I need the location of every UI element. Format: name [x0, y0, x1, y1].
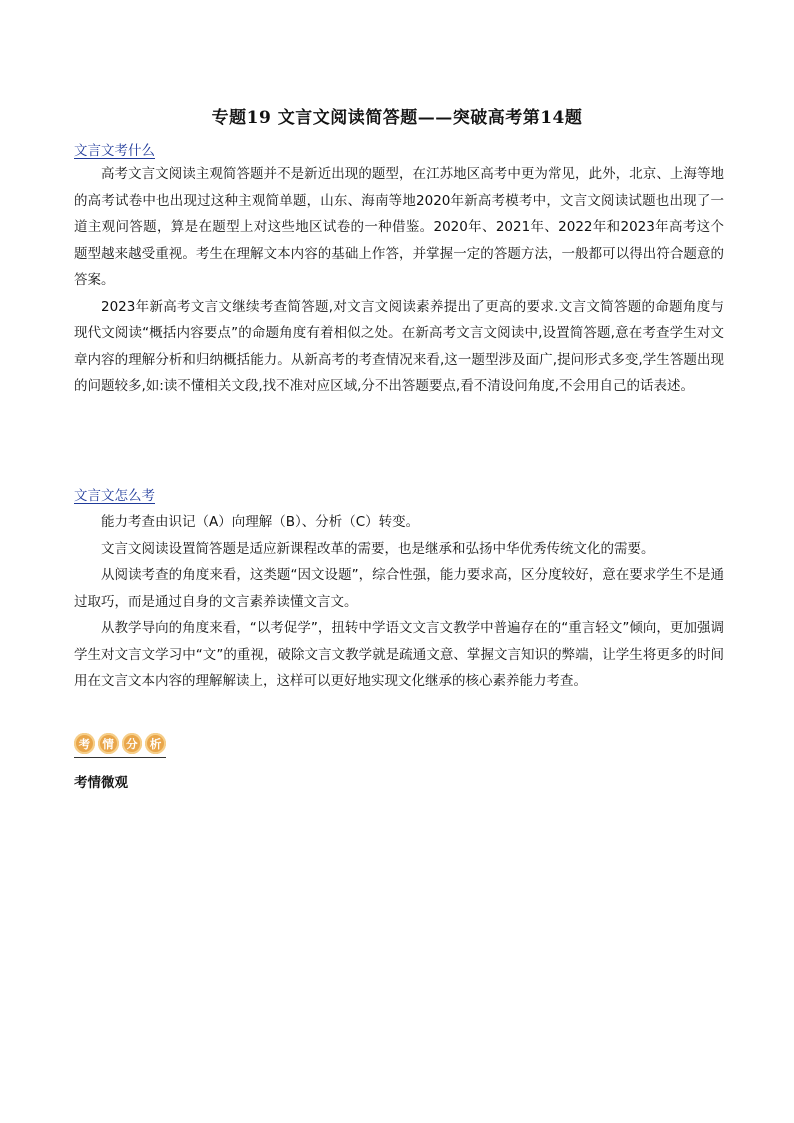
paragraph: 从阅读考查的角度来看，这类题“因文设题”，综合性强，能力要求高，区分度较好，意在要求学生不是通过取巧，而是通过自身的文言素养读懂文言文。	[74, 567, 724, 610]
section-heading-exam-micro-view: 考情微观	[74, 775, 128, 791]
badge-char: 析	[145, 733, 166, 754]
badge-char: 分	[122, 733, 143, 754]
paragraph: 文言文阅读设置简答题是适应新课程改革的需要，也是继承和弘扬中华优秀传统文化的需要。	[101, 540, 655, 557]
badge-bubbles	[74, 733, 166, 754]
section-body-what-is-tested	[74, 161, 724, 400]
document-title: 专题19 文言文阅读简答题——突破高考第14题	[211, 108, 583, 128]
paragraph: 2023年新高考文言文继续考查简答题,对文言文阅读素养提出了更高的要求.文言文简答题的命题角度与现代文阅读“概括内容要点”的命题角度有着相似之处。在新高考文言文阅读中,设置简答题,意在考查学生对文章内容的理解分析和归纳概括能力。从新高考的考查情况来看,这一题型涉及面广,提问形式多变,学生答题出现的问题较多,如:读不懂相关文段,找不准对应区域,分不出答题要点,看不清设问角度,不会用自己的话表述。	[74, 298, 724, 394]
exam-analysis-badge	[74, 733, 166, 758]
badge-char: 考	[74, 733, 95, 754]
badge-char: 情	[98, 733, 119, 754]
section-body-how-is-tested	[74, 509, 724, 695]
badge-underline	[74, 757, 166, 758]
paragraph: 从教学导向的角度来看，“以考促学”，扭转中学语文文言文教学中普遍存在的“重言轻文”倾向，更加强调学生对文言文学习中“文”的重视，破除文言文教学就是疏通文意、掌握文言知识的弊端，让学生将更多的时间用在文言文本内容的理解解读上，这样可以更好地实现文化继承的核心素养能力考查。	[74, 620, 724, 689]
paragraph: 能力考查由识记（A）向理解（B）、分析（C）转变。	[101, 514, 420, 530]
section-heading-how-is-tested[interactable]: 文言文怎么考	[74, 488, 155, 504]
section-heading-what-is-tested[interactable]: 文言文考什么	[74, 143, 155, 159]
paragraph: 高考文言文阅读主观简答题并不是新近出现的题型，在江苏地区高考中更为常见，此外，北京、上海等地的高考试卷中也出现过这种主观简单题，山东、海南等地2020年新高考模考中，文言文阅读试题也出现了一道主观问答题，算是在题型上对这些地区试卷的一种借鉴。2020年、2021年、2022年和2023年高考这个题型越来越受重视。考生在理解文本内容的基础上作答，并掌握一定的答题方法，一般都可以得出符合题意的答案。	[74, 166, 724, 288]
